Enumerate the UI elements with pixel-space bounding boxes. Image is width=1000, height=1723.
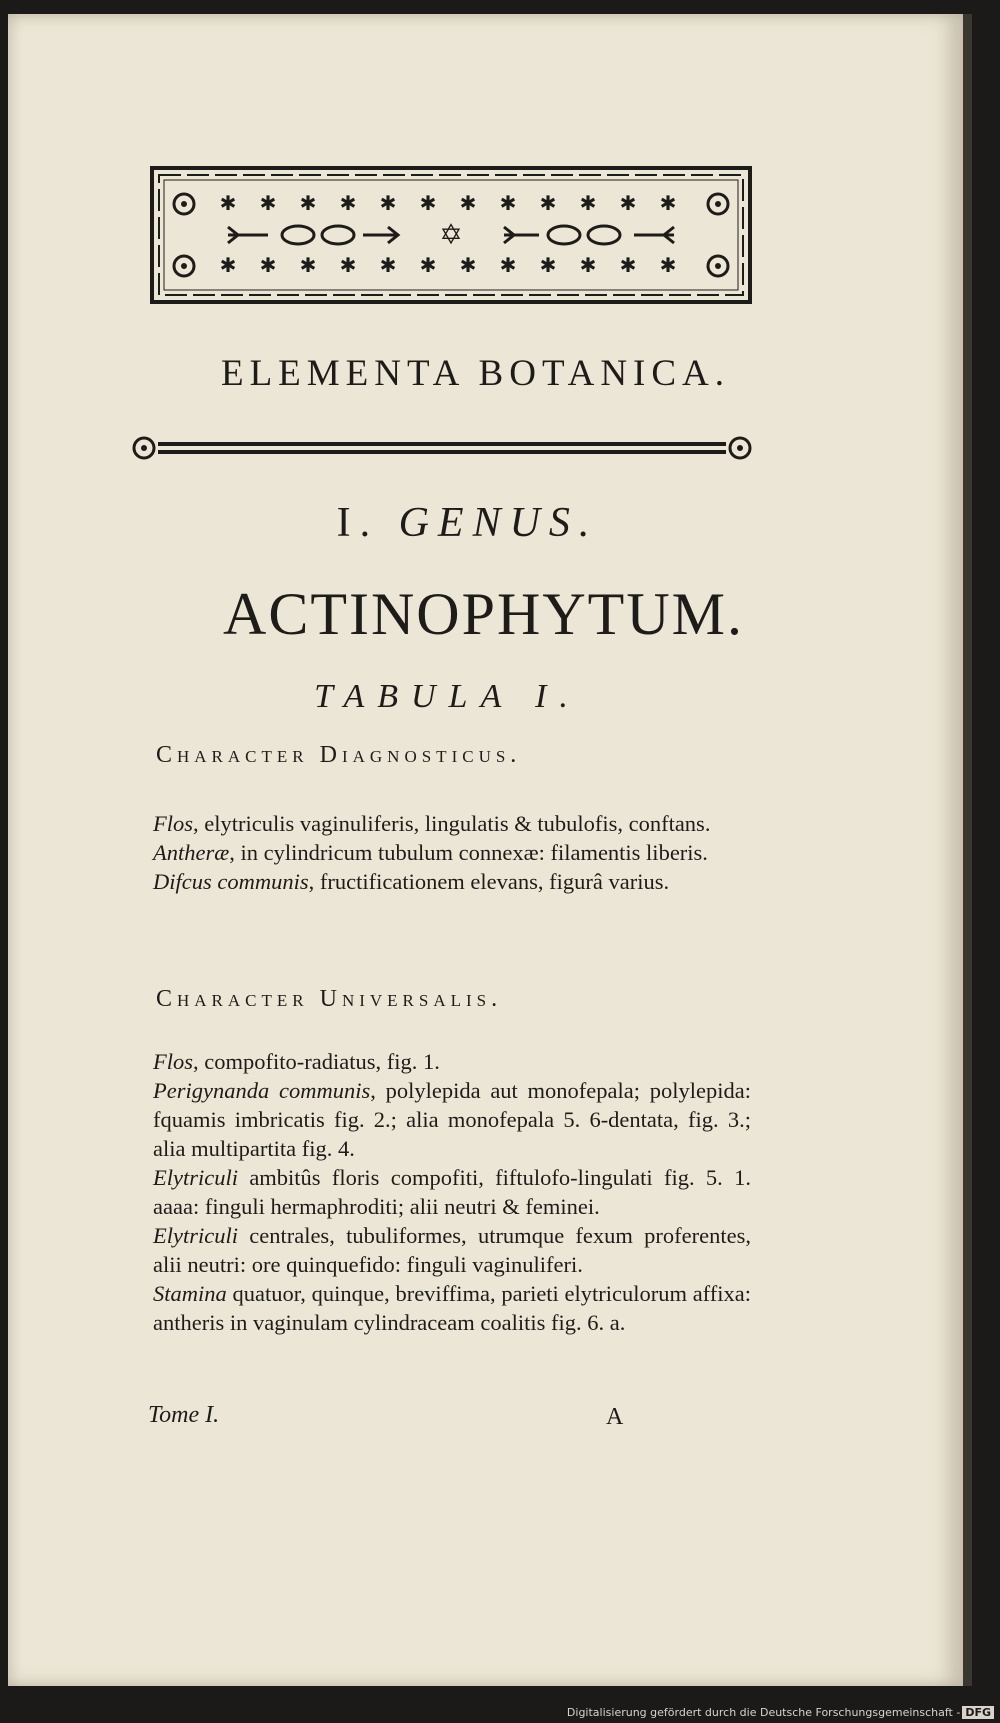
ornament-asterisk: ✱ xyxy=(419,253,437,277)
paragraph-text: centrales, tubuliformes, utrumque fexum proferentes, alii neutri: ore quinquefido: finguli vaginuliferi. xyxy=(153,1223,751,1277)
term: Difcus communis xyxy=(153,869,309,894)
term: Stamina xyxy=(153,1281,227,1306)
paragraph xyxy=(153,838,751,867)
ornament-asterisk: ✱ xyxy=(539,191,557,215)
term: Flos xyxy=(153,1049,194,1074)
universal-character-heading: Character Universalis. xyxy=(156,986,503,1012)
universal-character-text xyxy=(153,1047,751,1337)
ornament-asterisk: ✱ xyxy=(339,191,357,215)
genus-label: GENUS. xyxy=(398,500,599,546)
paragraph-text: , fructificationem elevans, figurâ varius. xyxy=(308,869,670,894)
paragraph xyxy=(153,867,751,896)
ornament-asterisk: ✱ xyxy=(379,253,397,277)
ornament-asterisk: ✱ xyxy=(659,253,677,277)
ornament-asterisk: ✱ xyxy=(459,253,477,277)
book-edge xyxy=(963,14,972,1686)
ornament-asterisk: ✱ xyxy=(579,253,597,277)
running-title: ELEMENTA BOTANICA. xyxy=(220,353,731,394)
ornament-asterisk: ✱ xyxy=(459,191,477,215)
term: Elytriculi xyxy=(153,1223,238,1248)
term: Flos xyxy=(153,811,194,836)
svg-text:✡: ✡ xyxy=(439,218,463,251)
ornament-asterisk: ✱ xyxy=(579,191,597,215)
paragraph xyxy=(153,1221,751,1279)
dfg-logo: DFG xyxy=(962,1706,994,1719)
ornament-asterisk: ✱ xyxy=(299,191,317,215)
paragraph xyxy=(153,1076,751,1163)
paragraph-text: , elytriculis vaginuliferis, lingulatis & tubulofis, conftans. xyxy=(193,811,711,836)
paragraph xyxy=(153,1163,751,1221)
ornament-asterisk: ✱ xyxy=(379,191,397,215)
decorative-headpiece xyxy=(148,164,754,306)
ornament-asterisk: ✱ xyxy=(259,191,277,215)
ornament-asterisk: ✱ xyxy=(499,191,517,215)
ornament-asterisk: ✱ xyxy=(659,191,677,215)
paragraph-text: ambitûs floris compofiti, fiftulofo-lingulati fig. 5. 1. aaaa: finguli hermaphroditi; alii neutri & feminei. xyxy=(153,1165,751,1219)
paragraph xyxy=(153,1279,751,1337)
ornament-asterisk: ✱ xyxy=(419,191,437,215)
ornament-asterisk: ✱ xyxy=(299,253,317,277)
ornament-asterisk: ✱ xyxy=(339,253,357,277)
term: Antheræ xyxy=(153,840,230,865)
volume-catchword: Tome I. xyxy=(148,1402,220,1428)
genus-heading xyxy=(0,499,945,547)
book-page xyxy=(8,14,963,1686)
signature-mark: A xyxy=(606,1404,624,1430)
paragraph xyxy=(153,1047,751,1076)
ornament-asterisk: ✱ xyxy=(219,191,237,215)
plate-reference: TABULA I. xyxy=(314,678,581,715)
term: Elytriculi xyxy=(153,1165,238,1190)
ornament-asterisk: ✱ xyxy=(499,253,517,277)
ornament-asterisk: ✱ xyxy=(259,253,277,277)
paragraph-text: , in cylindricum tubulum connexæ: filamentis liberis. xyxy=(229,840,708,865)
ornament-asterisk: ✱ xyxy=(219,253,237,277)
diagnostic-character-text xyxy=(153,809,751,896)
ornament-asterisk: ✱ xyxy=(619,253,637,277)
ornament-asterisk: ✱ xyxy=(619,191,637,215)
credit-text: Digitalisierung gefördert durch die Deutsche Forschungsgemeinschaft - xyxy=(566,1706,961,1719)
paragraph-text: , polylepida aut monofepala; polylepida: fquamis imbricatis fig. 2.; alia monofepala 5. 6-dentata, fig. 3.; alia multipartita fig. 4. xyxy=(153,1078,751,1161)
paragraph xyxy=(153,809,751,838)
paragraph-text: , compofito-radiatus, fig. 1. xyxy=(193,1049,440,1074)
term: Perigynanda communis xyxy=(153,1078,371,1103)
genus-number: I. xyxy=(336,500,380,546)
ornament-asterisk: ✱ xyxy=(539,253,557,277)
digitization-credit xyxy=(567,1706,994,1719)
genus-name: ACTINOPHYTUM. xyxy=(223,581,744,647)
decorative-rule xyxy=(130,434,754,462)
paragraph-text: quatuor, quinque, breviffima, parieti elytriculorum affixa: antheris in vaginulam cylindraceam coalitis fig. 6. a. xyxy=(153,1281,751,1335)
diagnostic-character-heading: Character Diagnosticus. xyxy=(156,742,522,768)
